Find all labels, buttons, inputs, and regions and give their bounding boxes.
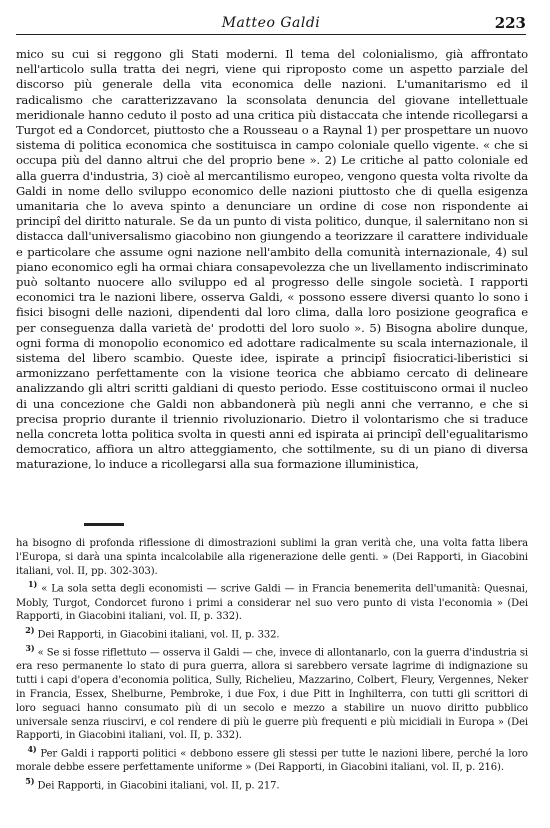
footnote-mark: 5) <box>25 776 35 787</box>
footnote-text: Dei Rapporti, in Giacobini italiani, vol. II, p. 217. <box>37 780 280 792</box>
footnote-mark: 4) <box>27 744 37 755</box>
footnote-text: « La sola setta degli economisti — scrive Galdi — in Francia benemerita dell'umanità: Quesnai, Mobly, Turgot, Condorcet furono i primi a considerar nel suo vero punto di vista l'economia » (Dei Rapporti, in Giacobini italiani, vol. II, p. 332). <box>16 583 528 623</box>
footnotes <box>16 537 528 793</box>
footnote-3 <box>16 642 528 743</box>
footnote-mark: 1) <box>28 579 38 590</box>
footnote-5 <box>16 775 528 793</box>
page-number: 223 <box>494 14 526 32</box>
footnote-2 <box>16 624 528 642</box>
footnote-1 <box>16 578 528 624</box>
body-paragraph: mico su cui si reggono gli Stati moderni. Il tema del colonialismo, già affrontato nell'articolo sulla tratta dei negri, viene qui riproposto come un aspetto parziale del discorso più generale della vita economica delle nazioni. L'umanitarismo ed il radicalismo che caratterizzavano la sconsolata denuncia del giovane intellettuale meridionale hanno ceduto il posto ad una critica più distaccata che intende ricollegarsi a Turgot ed a Condorcet, piuttosto che a Rousseau o a Raynal 1) per prospettare un nuovo sistema di politica economica che sostituisca in campo coloniale quello vigente. « che si occupa più del danno altrui che del proprio bene ». 2) Le critiche al patto coloniale ed alla guerra d'industria, 3) cioè al mercantilismo europeo, vengono questa volta rivolte da Galdi in nome dello sviluppo economico delle nazioni piuttosto che di quella esigenza umanitaria che lo aveva spinto a denunciare un ordine di cose non rispondente ai principî del diritto naturale. Se da un punto di vista politico, dunque, il salernitano non si distacca dall'universalismo giacobino non giungendo a teorizzare il carattere individuale e particolare che assume ogni nazione nell'ambito della comunità internazionale, 4) sul piano economico egli ha ormai chiara consapevolezza che un livellamento indiscriminato può soltanto nuocere allo sviluppo ed al progresso delle singole società. I rapporti economici tra le nazioni libere, osserva Galdi, « possono essere diversi quanto lo sono i fisici bisogni delle nazioni, dipendenti dal loro clima, dalla loro posizione geografica e per conseguenza dalla varietà de' prodotti del loro suolo ». 5) Bisogna abolire dunque, ogni forma di monopolio economico ed adottare radicalmente su scala internazionale, il sistema del libero scambio. Queste idee, ispirate a principî fisiocratici-liberistici si armonizzano perfettamente con la visione teorica che abbiamo cercato di delineare analizzando gli altri scritti galdiani di questo periodo. Esse costituiscono ormai il nucleo di una concezione che Galdi non abbandonerà più negli anni che verranno, e che si precisa proprio durante il triennio rivoluzionario. Dietro il volontarismo che si traduce nella concreta lotta politica svolta in questi anni ed ispirata ai principî dell'egualitarismo democratico, affiora un altro atteggiamento, che sottilmente, su di un piano di diversa maturazione, lo induce a ricollegarsi alla sua formazione illuministica, <box>16 47 528 472</box>
footnote-separator <box>84 523 124 526</box>
footnote-continuation: ha bisogno di profonda riflessione di dimostrazioni sublimi la gran verità che, una volta fatta libera l'Europa, si darà una spinta incalcolabile alla rigenerazione delle genti. » (Dei Rapporti, in Giacobini italiani, vol. II, pp. 302-303). <box>16 538 528 577</box>
running-title: Matteo Galdi <box>221 15 321 31</box>
running-header <box>16 14 526 35</box>
footnote-text: Per Galdi i rapporti politici « debbono essere gli stessi per tutte le nazioni libere, perché la loro morale debbe essere perfettamente uniforme » (Dei Rapporti, in Giacobini italiani, vol. II, p. 216). <box>16 748 528 774</box>
footnote-mark: 2) <box>25 625 35 636</box>
footnote-text: « Se si fosse riflettuto — osserva il Galdi — che, invece di allontanarlo, con la guerra d'industria si era reso permanente lo stato di pura guerra, allora si sarebbero versate lagrime di indignazione su tutti i capi d'opera d'economia politica, Sully, Richelieu, Mazzarino, Colbert, Fleury, Vergennes, Neker in Francia, Essex, Shelburne, Pembroke, i due Fox, i due Pitt in Inghilterra, con tutti gli scrittori di loro seguaci hanno consumato più di un secolo e mezzo a stabilire un nuovo diritto pubblico universale senza riuscirvi, e col rendere di più le guerre più frequenti e più micidiali in Europa » (Dei Rapporti, in Giacobini italiani, vol. II, p. 332). <box>16 647 528 742</box>
footnote-4 <box>16 743 528 775</box>
footnote-text: Dei Rapporti, in Giacobini italiani, vol. II, p. 332. <box>37 629 280 641</box>
footnote-mark: 3) <box>25 643 35 654</box>
